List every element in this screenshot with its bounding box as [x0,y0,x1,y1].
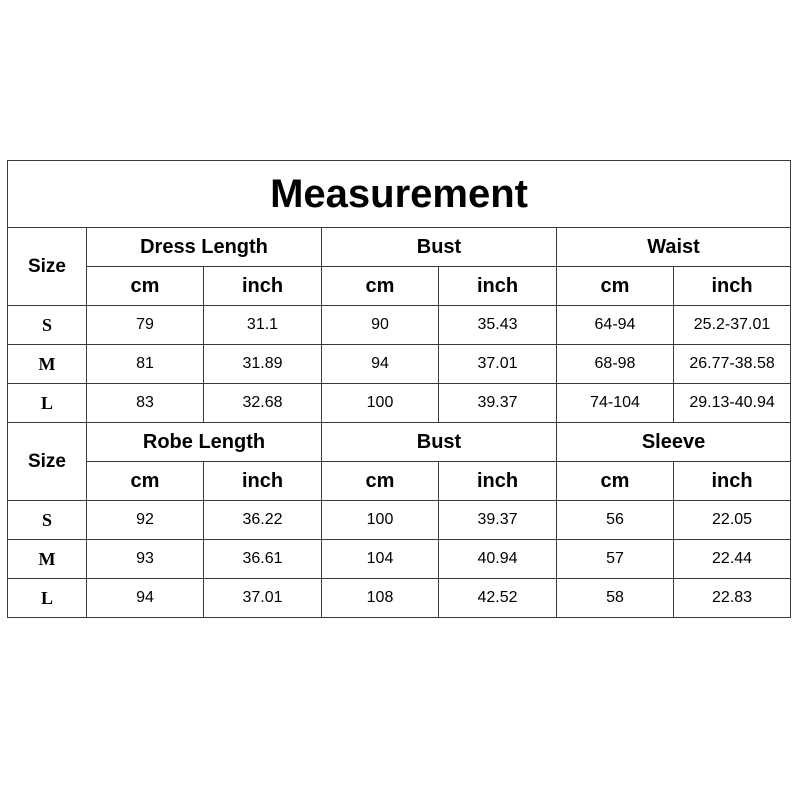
value-cell: 29.13-40.94 [674,384,791,423]
value-cell: 22.44 [674,540,791,579]
value-cell: 104 [322,540,439,579]
group-header: Bust [322,423,557,462]
value-cell: 40.94 [439,540,557,579]
size-column-header: Size [8,423,87,501]
table-title: Measurement [8,161,791,228]
value-cell: 42.52 [439,579,557,618]
unit-header: inch [674,462,791,501]
value-cell: 37.01 [204,579,322,618]
group-header-row [8,228,791,267]
group-header: Sleeve [557,423,791,462]
value-cell: 81 [87,345,204,384]
value-cell: 39.37 [439,384,557,423]
table-row [8,540,791,579]
value-cell: 56 [557,501,674,540]
value-cell: 94 [87,579,204,618]
unit-header: cm [322,462,439,501]
size-column-header: Size [8,228,87,306]
value-cell: 90 [322,306,439,345]
value-cell: 37.01 [439,345,557,384]
value-cell: 94 [322,345,439,384]
value-cell: 22.83 [674,579,791,618]
title-row [8,161,791,228]
size-cell: L [8,579,87,618]
unit-header: cm [322,267,439,306]
value-cell: 31.1 [204,306,322,345]
unit-header: inch [204,267,322,306]
unit-header-row [8,462,791,501]
size-cell: M [8,345,87,384]
value-cell: 32.68 [204,384,322,423]
value-cell: 58 [557,579,674,618]
unit-header: cm [557,267,674,306]
value-cell: 31.89 [204,345,322,384]
table-row [8,345,791,384]
table-row [8,384,791,423]
value-cell: 100 [322,384,439,423]
group-header: Waist [557,228,791,267]
size-cell: L [8,384,87,423]
value-cell: 74-104 [557,384,674,423]
size-cell: S [8,501,87,540]
value-cell: 100 [322,501,439,540]
group-header: Bust [322,228,557,267]
table-row [8,579,791,618]
value-cell: 64-94 [557,306,674,345]
size-cell: S [8,306,87,345]
unit-header: inch [439,462,557,501]
value-cell: 36.22 [204,501,322,540]
value-cell: 25.2-37.01 [674,306,791,345]
group-header-row [8,423,791,462]
value-cell: 93 [87,540,204,579]
value-cell: 22.05 [674,501,791,540]
unit-header: cm [87,267,204,306]
group-header: Dress Length [87,228,322,267]
value-cell: 36.61 [204,540,322,579]
value-cell: 39.37 [439,501,557,540]
unit-header: inch [204,462,322,501]
unit-header: inch [439,267,557,306]
value-cell: 108 [322,579,439,618]
table-row [8,306,791,345]
unit-header: cm [87,462,204,501]
value-cell: 79 [87,306,204,345]
size-cell: M [8,540,87,579]
value-cell: 57 [557,540,674,579]
unit-header-row [8,267,791,306]
measurement-table [7,160,791,618]
unit-header: inch [674,267,791,306]
unit-header: cm [557,462,674,501]
table-row [8,501,791,540]
value-cell: 68-98 [557,345,674,384]
value-cell: 26.77-38.58 [674,345,791,384]
value-cell: 83 [87,384,204,423]
value-cell: 35.43 [439,306,557,345]
value-cell: 92 [87,501,204,540]
group-header: Robe Length [87,423,322,462]
